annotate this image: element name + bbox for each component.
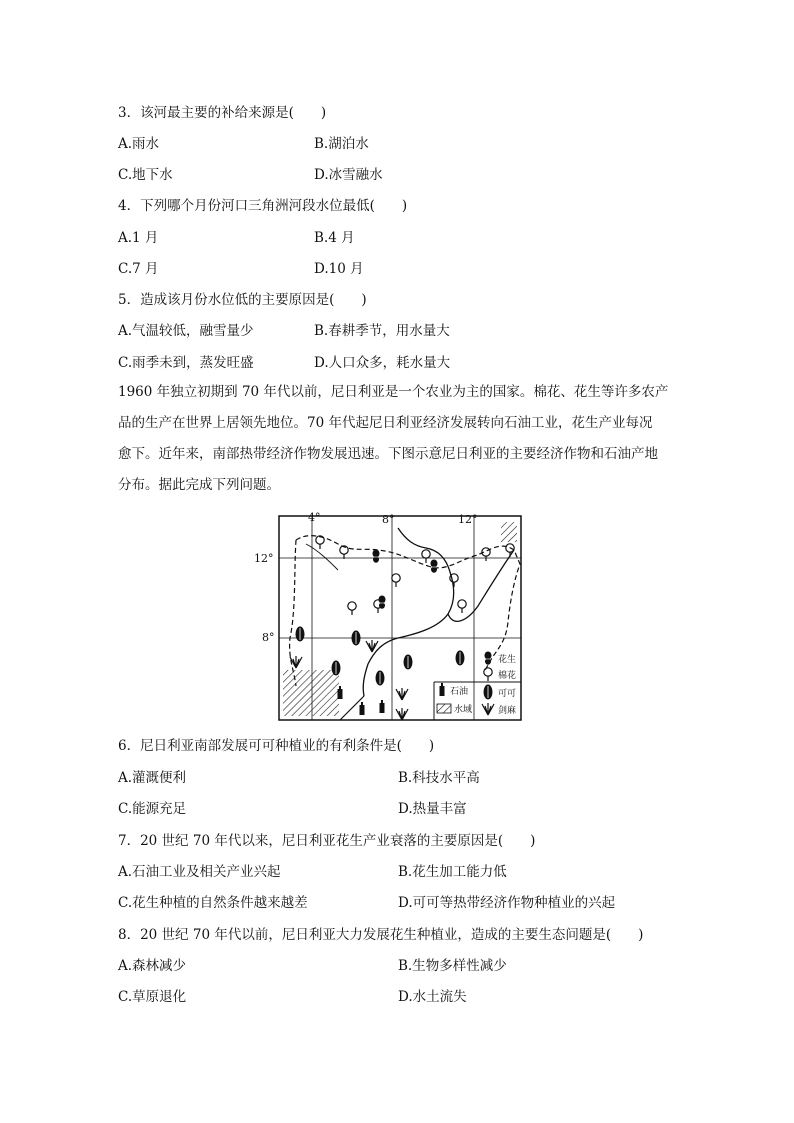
q4-option-b: B.4 月 — [314, 230, 355, 246]
q5-option-d: D.人口众多，耗水量大 — [314, 355, 451, 371]
q4-option-c: C.7 月 — [118, 261, 159, 277]
legend-water-label: 水域 — [454, 705, 473, 715]
water-area-sw — [283, 670, 339, 716]
q3-option-b: B.湖泊水 — [314, 136, 369, 152]
lon-label-12: 12° — [458, 513, 478, 526]
peanut-icon — [431, 560, 438, 573]
q5-option-c: C.雨季未到，蒸发旺盛 — [118, 355, 254, 371]
legend-cocoa-label: 可可 — [498, 689, 517, 699]
q7-option-a: A.石油工业及相关产业兴起 — [118, 864, 281, 880]
q3-option-d: D.冰雪融水 — [314, 167, 383, 183]
legend-sisal-label: 剑麻 — [498, 706, 517, 716]
passage-line-4: 分布。据此完成下列问题。 — [118, 477, 280, 493]
legend-peanut-icon — [485, 652, 492, 665]
q8-option-b: B.生物多样性减少 — [398, 958, 507, 974]
q3-stem: 3．该河最主要的补给来源是( ) — [118, 105, 327, 121]
cocoa-icon — [352, 631, 361, 646]
lat-label-12: 12° — [254, 552, 274, 565]
q8-option-a: A.森林减少 — [118, 958, 187, 974]
q5-option-b: B.春耕季节，用水量大 — [314, 323, 450, 339]
peanut-icon — [373, 550, 380, 563]
q3-option-a: A.雨水 — [118, 136, 160, 152]
q7-option-d: D.可可等热带经济作物种植业的兴起 — [398, 895, 616, 911]
cocoa-icon — [456, 651, 465, 666]
cocoa-icon — [404, 655, 413, 670]
q5-option-a: A.气温较低，融雪量少 — [118, 323, 254, 339]
q8-option-d: D.水土流失 — [398, 989, 467, 1005]
q7-stem: 7．20 世纪 70 年代以来，尼日利亚花生产业衰落的主要原因是( ) — [118, 833, 536, 849]
cocoa-icon — [296, 627, 305, 642]
q8-stem: 8．20 世纪 70 年代以前，尼日利亚大力发展花生种植业，造成的主要生态问题是( ) — [118, 927, 644, 943]
q6-option-d: D.热量丰富 — [398, 801, 467, 817]
passage-line-2: 品的生产在世界上居领先地位。70 年代起尼日利亚经济发展转向石油工业，花生产业每况 — [118, 415, 653, 431]
lat-label-8: 8° — [262, 631, 275, 644]
q6-stem: 6．尼日利亚南部发展可可种植业的有利条件是( ) — [118, 738, 435, 754]
q6-option-c: C.能源充足 — [118, 801, 187, 817]
q7-option-b: B.花生加工能力低 — [398, 864, 507, 880]
q8-option-c: C.草原退化 — [118, 989, 187, 1005]
legend-water-swatch — [437, 704, 451, 713]
peanut-icon — [379, 596, 386, 609]
lon-label-8: 8° — [382, 513, 395, 526]
passage-line-3: 愈下。近年来，南部热带经济作物发展迅速。下图示意尼日利亚的主要经济作物和石油产地 — [118, 446, 658, 462]
q4-option-d: D.10 月 — [314, 261, 364, 277]
cocoa-icon — [332, 661, 341, 676]
lon-label-4: 4° — [308, 511, 321, 524]
legend-peanut-label: 花生 — [498, 655, 517, 665]
q3-option-c: C.地下水 — [118, 167, 173, 183]
q6-option-b: B.科技水平高 — [398, 770, 480, 786]
q4-stem: 4．下列哪个月份河口三角洲河段水位最低( ) — [118, 198, 408, 214]
passage — [118, 377, 688, 501]
passage-line-1: 1960 年独立初期到 70 年代以前，尼日利亚是一个农业为主的国家。棉花、花生等许多农产 — [118, 384, 669, 400]
nigeria-crop-map — [254, 510, 534, 724]
legend-oil-label: 石油 — [450, 687, 469, 697]
q5-stem: 5．造成该月份水位低的主要原因是( ) — [118, 292, 367, 308]
cocoa-icon — [376, 671, 385, 686]
q7-option-c: C.花生种植的自然条件越来越差 — [118, 895, 308, 911]
legend-cotton-label: 棉花 — [498, 671, 517, 681]
q4-option-a: A.1 月 — [118, 230, 159, 246]
legend-cocoa-icon — [484, 685, 493, 700]
q6-option-a: A.灌溉便利 — [118, 770, 187, 786]
water-area-ne — [501, 522, 517, 542]
